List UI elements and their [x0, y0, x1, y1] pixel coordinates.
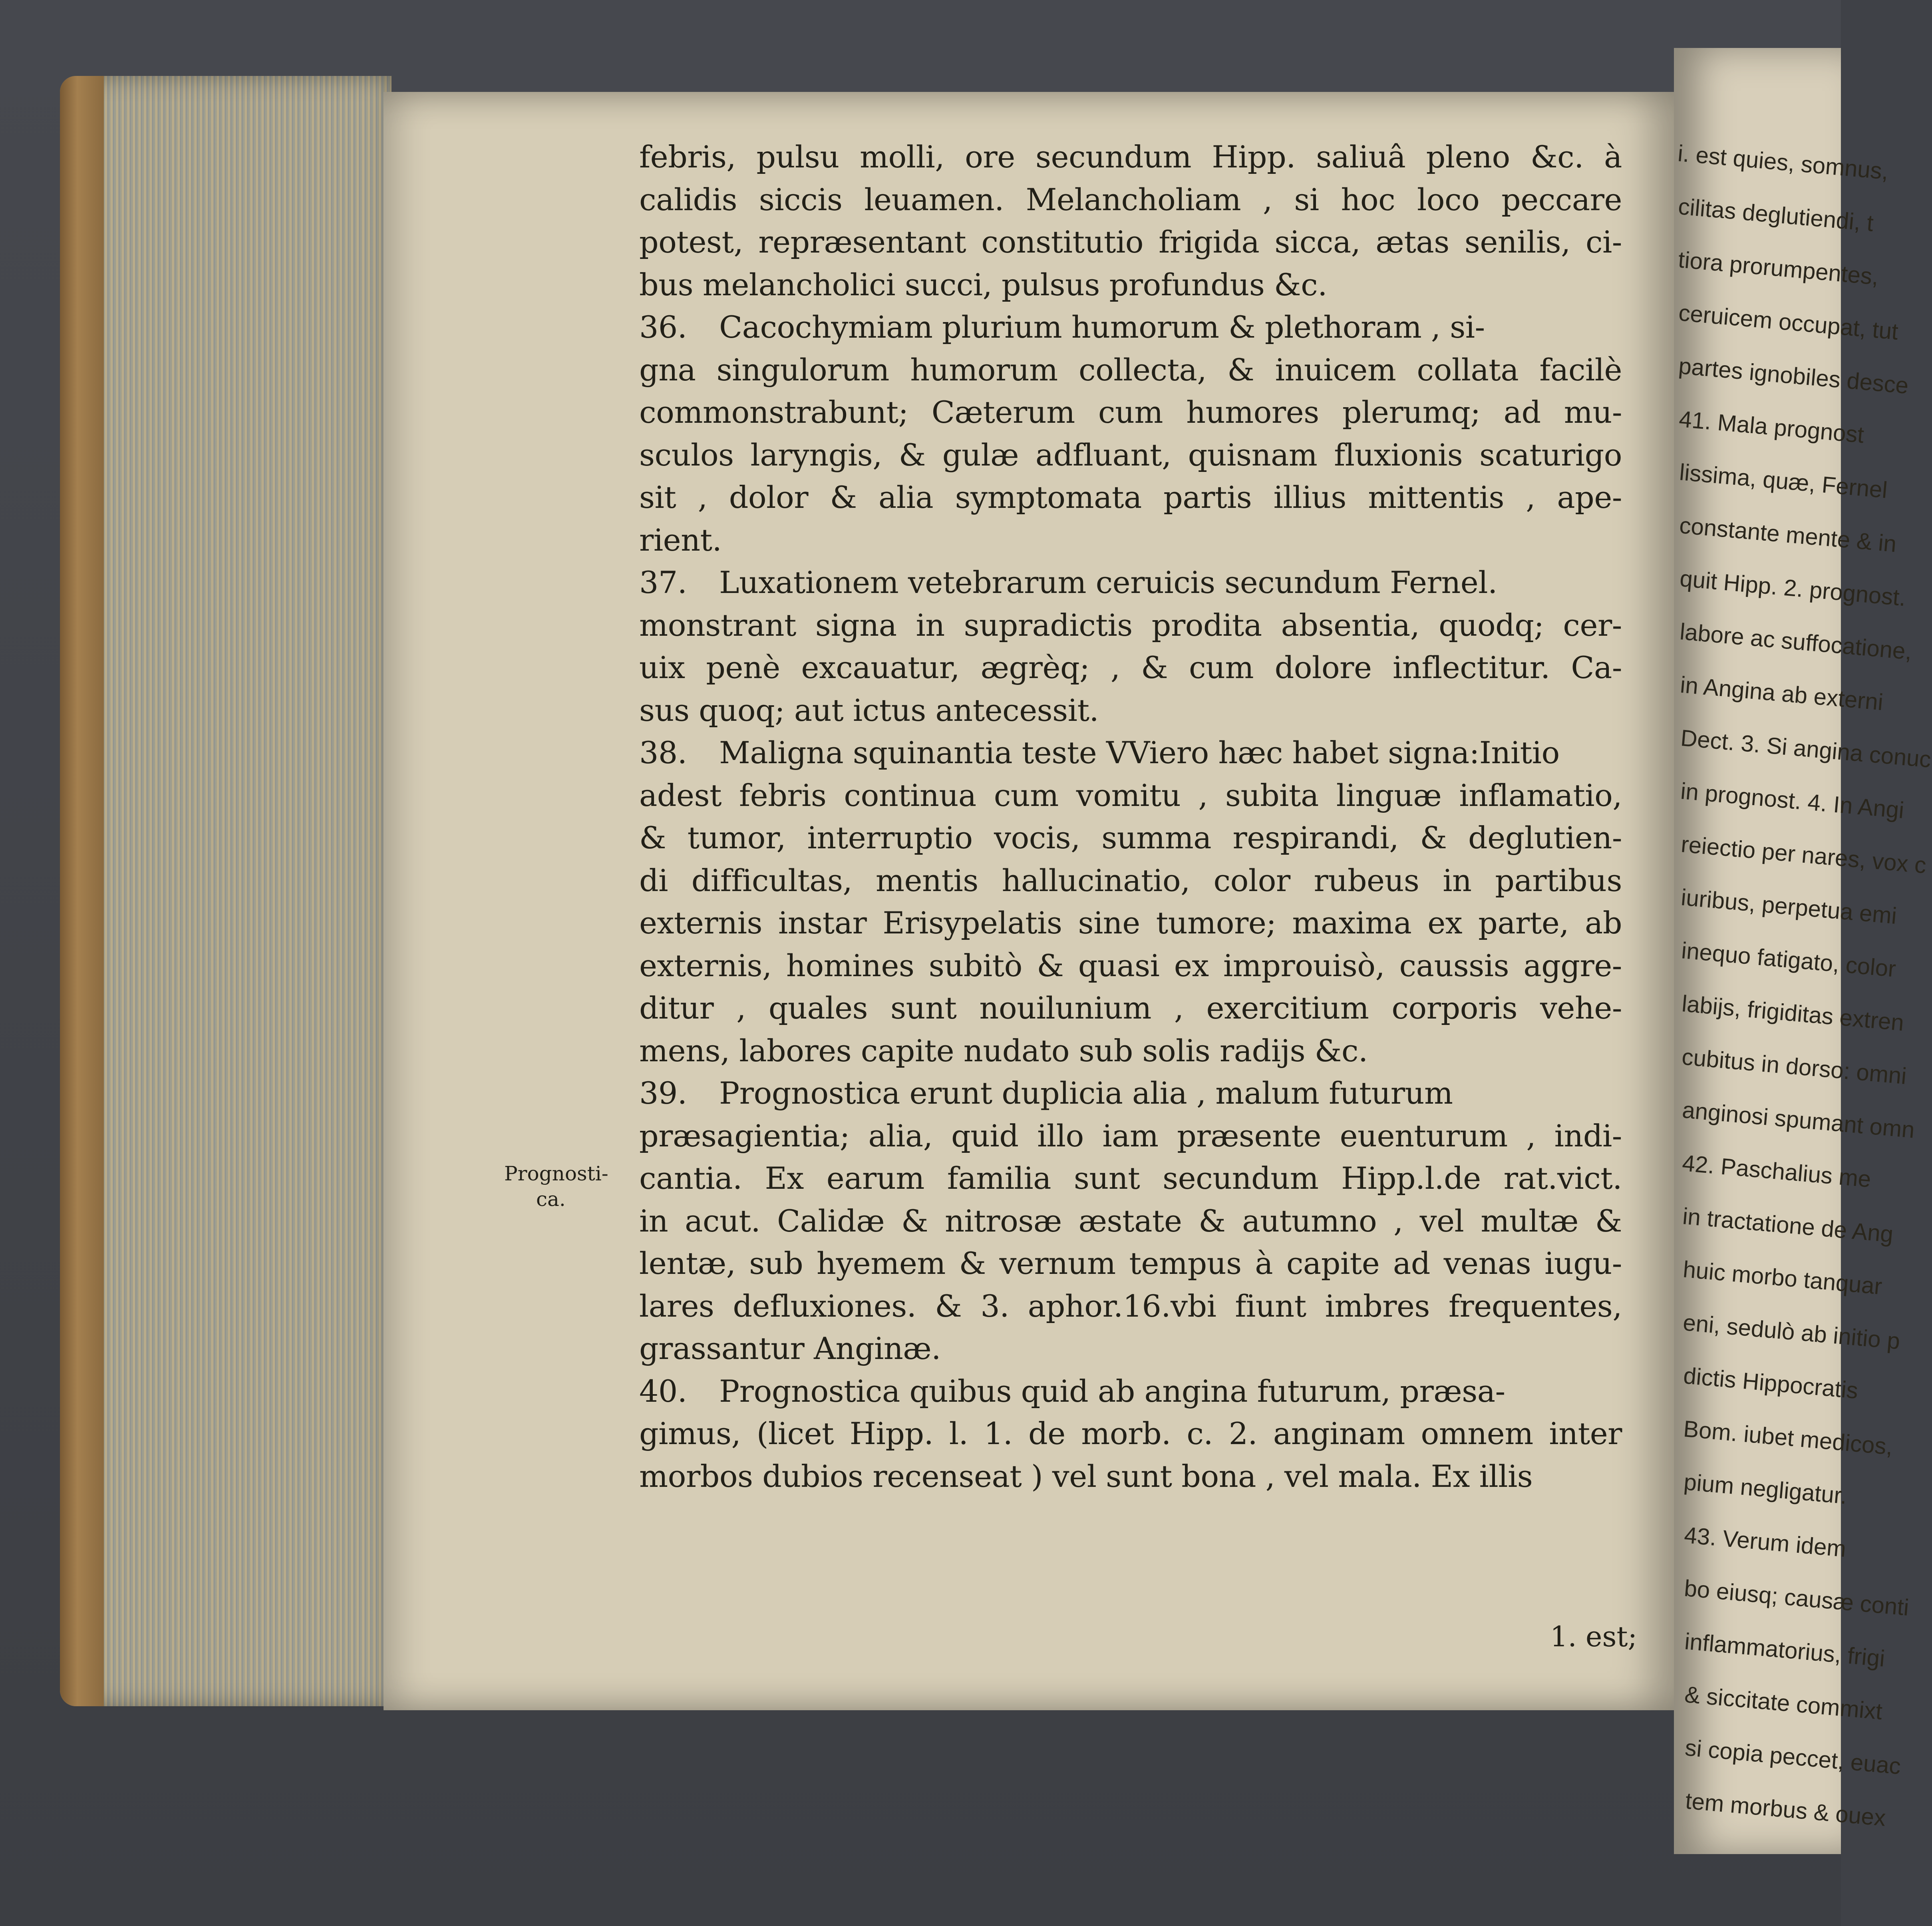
paragraph-text: Prognostica quibus quid ab angina futurum, præsa- [719, 1373, 1505, 1409]
paragraph-text: Maligna squinantia teste VViero hæc habet signa:Initio [719, 735, 1560, 770]
paragraph-text: Luxationem vetebrarum ceruicis secundum Fernel. [719, 565, 1497, 600]
facing-text-line: tem morbus & ouex [1684, 1788, 1887, 1831]
text-line: monstrant signa in supradictis prodita absentia, quodq; cer- [639, 607, 1622, 643]
text-line: & tumor, interruptio vocis, summa respirandi, & deglutien- [639, 820, 1622, 856]
facing-text-line: in tractatione de Ang [1682, 1203, 1894, 1248]
text-line: adest febris continua cum vomitu , subita linguæ inflamatio, [639, 777, 1622, 813]
facing-text-line: bo eiusq; causæ conti [1683, 1575, 1910, 1621]
facing-text-line: pium negligatur. [1683, 1469, 1848, 1509]
facing-text-line: lissima, quæ, Fernel [1678, 459, 1888, 503]
facing-text-line: ceruicem occupat, tut [1677, 300, 1899, 345]
text-line: mens, labores capite nudato sub solis radijs &c. [639, 1033, 1368, 1068]
facing-text-line: cubitus in dorso: omni [1681, 1044, 1908, 1090]
text-line: bus melancholici succi, pulsus profundus &c. [639, 267, 1327, 302]
text-line [639, 1072, 1622, 1115]
facing-text-line: 43. Verum idem [1683, 1522, 1847, 1562]
facing-text-line: eni, sedulò ab initio p [1682, 1309, 1901, 1355]
facing-text-line: huic morbo tanquar [1682, 1256, 1883, 1300]
text-line: uix penè excauatur, ægrèq; , & cum dolore inflectitur. Ca- [639, 650, 1622, 685]
paragraph-number: 40. [639, 1373, 687, 1409]
facing-text-line: 42. Paschalius me [1681, 1150, 1872, 1193]
marginal-note-line: ca. [536, 1188, 566, 1211]
text-line: externis, homines subitò & quasi ex improuisò, caussis aggre- [639, 947, 1622, 983]
text-line: commonstrabunt; Cæterum cum humores plerumq; ad mu- [639, 394, 1622, 430]
marginal-note-line: Prognosti- [504, 1162, 608, 1185]
paragraph-number: 38. [639, 735, 687, 770]
text-line: gna singulorum humorum collecta, & inuicem collata facilè [639, 352, 1622, 388]
text-line: morbos dubios recenseat ) vel sunt bona , vel mala. Ex illis [639, 1458, 1533, 1494]
facing-text-line: inequo fatigato, color [1680, 937, 1897, 982]
facing-text-line: anginosi spumant omn [1681, 1097, 1916, 1143]
text-line: febris, pulsu molli, ore secundum Hipp. saliuâ pleno &c. à [639, 139, 1622, 175]
facing-text-line: labijs, frigiditas extren [1680, 991, 1905, 1036]
facing-text-line: & siccitate commixt [1684, 1681, 1884, 1725]
paragraph-text: Cacochymiam plurium humorum & plethoram , si- [719, 309, 1485, 345]
facing-text-line: quit Hipp. 2. prognost. [1678, 565, 1907, 611]
facing-text-line: tiora prorumpentes, [1677, 247, 1880, 290]
facing-recto-page [1674, 48, 1932, 1854]
facing-text-line: inflammatorius, frigi [1683, 1628, 1886, 1672]
facing-text-line: cilitas deglutiendi, t [1677, 193, 1874, 237]
text-line: cantia. Ex earum familia sunt secundum Hipp.l.de rat.vict. [639, 1160, 1622, 1196]
text-line: lentæ, sub hyemem & vernum tempus à capite ad venas iugu- [639, 1246, 1622, 1281]
text-line: di difficultas, mentis hallucinatio, color rubeus in partibus [639, 862, 1622, 898]
marginal-note [504, 1161, 624, 1212]
paragraph-number: 37. [639, 565, 687, 600]
text-line: lares defluxiones. & 3. aphor.16.vbi fiunt imbres frequentes, [639, 1288, 1622, 1324]
paragraph-number: 39. [639, 1075, 687, 1111]
facing-text-line: i. est quies, somnus, [1677, 140, 1890, 185]
facing-text-line: Bom. iubet medicos, [1682, 1416, 1894, 1460]
facing-text-line: in Angina ab externi [1679, 672, 1884, 716]
text-line: sculos laryngis, & gulæ adfluant, quisnam fluxionis scaturigo [639, 437, 1622, 473]
facing-text-line: in prognost. 4. In Angi [1680, 778, 1905, 824]
text-line: externis instar Erisypelatis sine tumore; maxima ex parte, ab [639, 905, 1622, 941]
facing-text-line: Dect. 3. Si angina conuc [1679, 725, 1932, 773]
book-page-edges [60, 76, 392, 1706]
text-line: gimus, (licet Hipp. l. 1. de morb. c. 2. anginam omnem inter [639, 1416, 1622, 1451]
text-line [639, 561, 1622, 604]
paragraph-number: 36. [639, 309, 687, 345]
text-line: grassantur Anginæ. [639, 1331, 941, 1366]
text-line: præsagientia; alia, quid illo iam præsente euenturum , indi- [639, 1118, 1622, 1154]
facing-text-line: partes ignobiles desce [1678, 353, 1910, 399]
paragraph-text: Prognostica erunt duplicia alia , malum futurum [719, 1075, 1453, 1111]
text-line [639, 306, 1622, 349]
book-spine-edge [60, 76, 104, 1706]
main-text-block [639, 136, 1622, 1498]
text-line [639, 1370, 1622, 1413]
text-line: sit , dolor & alia symptomata partis illius mittentis , ape- [639, 480, 1622, 515]
facing-text-line: dictis Hippocratis [1682, 1363, 1859, 1404]
text-line: rient. [639, 522, 722, 558]
text-line: calidis siccis leuamen. Melancholiam , si hoc loco peccare [639, 181, 1622, 217]
text-line: sus quoq; aut ictus antecessit. [639, 692, 1099, 728]
text-line: ditur , quales sunt nouilunium , exercitium corporis vehe- [639, 990, 1622, 1026]
text-line [639, 732, 1622, 774]
text-line: in acut. Calidæ & nitrosæ æstate & autumno , vel multæ & [639, 1203, 1622, 1239]
facing-text-line: iuribus, perpetua emi [1680, 884, 1898, 929]
facing-text-line: si copia peccet, euac [1684, 1735, 1902, 1780]
facing-text-line: labore ac suffocatione, [1679, 619, 1913, 665]
facing-text-line: reiectio per nares, vox c [1680, 831, 1928, 879]
facing-text-line: 41. Mala prognost [1678, 406, 1865, 448]
facing-text-line: constante mente & in [1678, 512, 1898, 557]
catchword: 1. est; [1550, 1620, 1638, 1653]
text-line: potest, repræsentant constitutio frigida sicca, ætas senilis, ci- [639, 224, 1622, 260]
